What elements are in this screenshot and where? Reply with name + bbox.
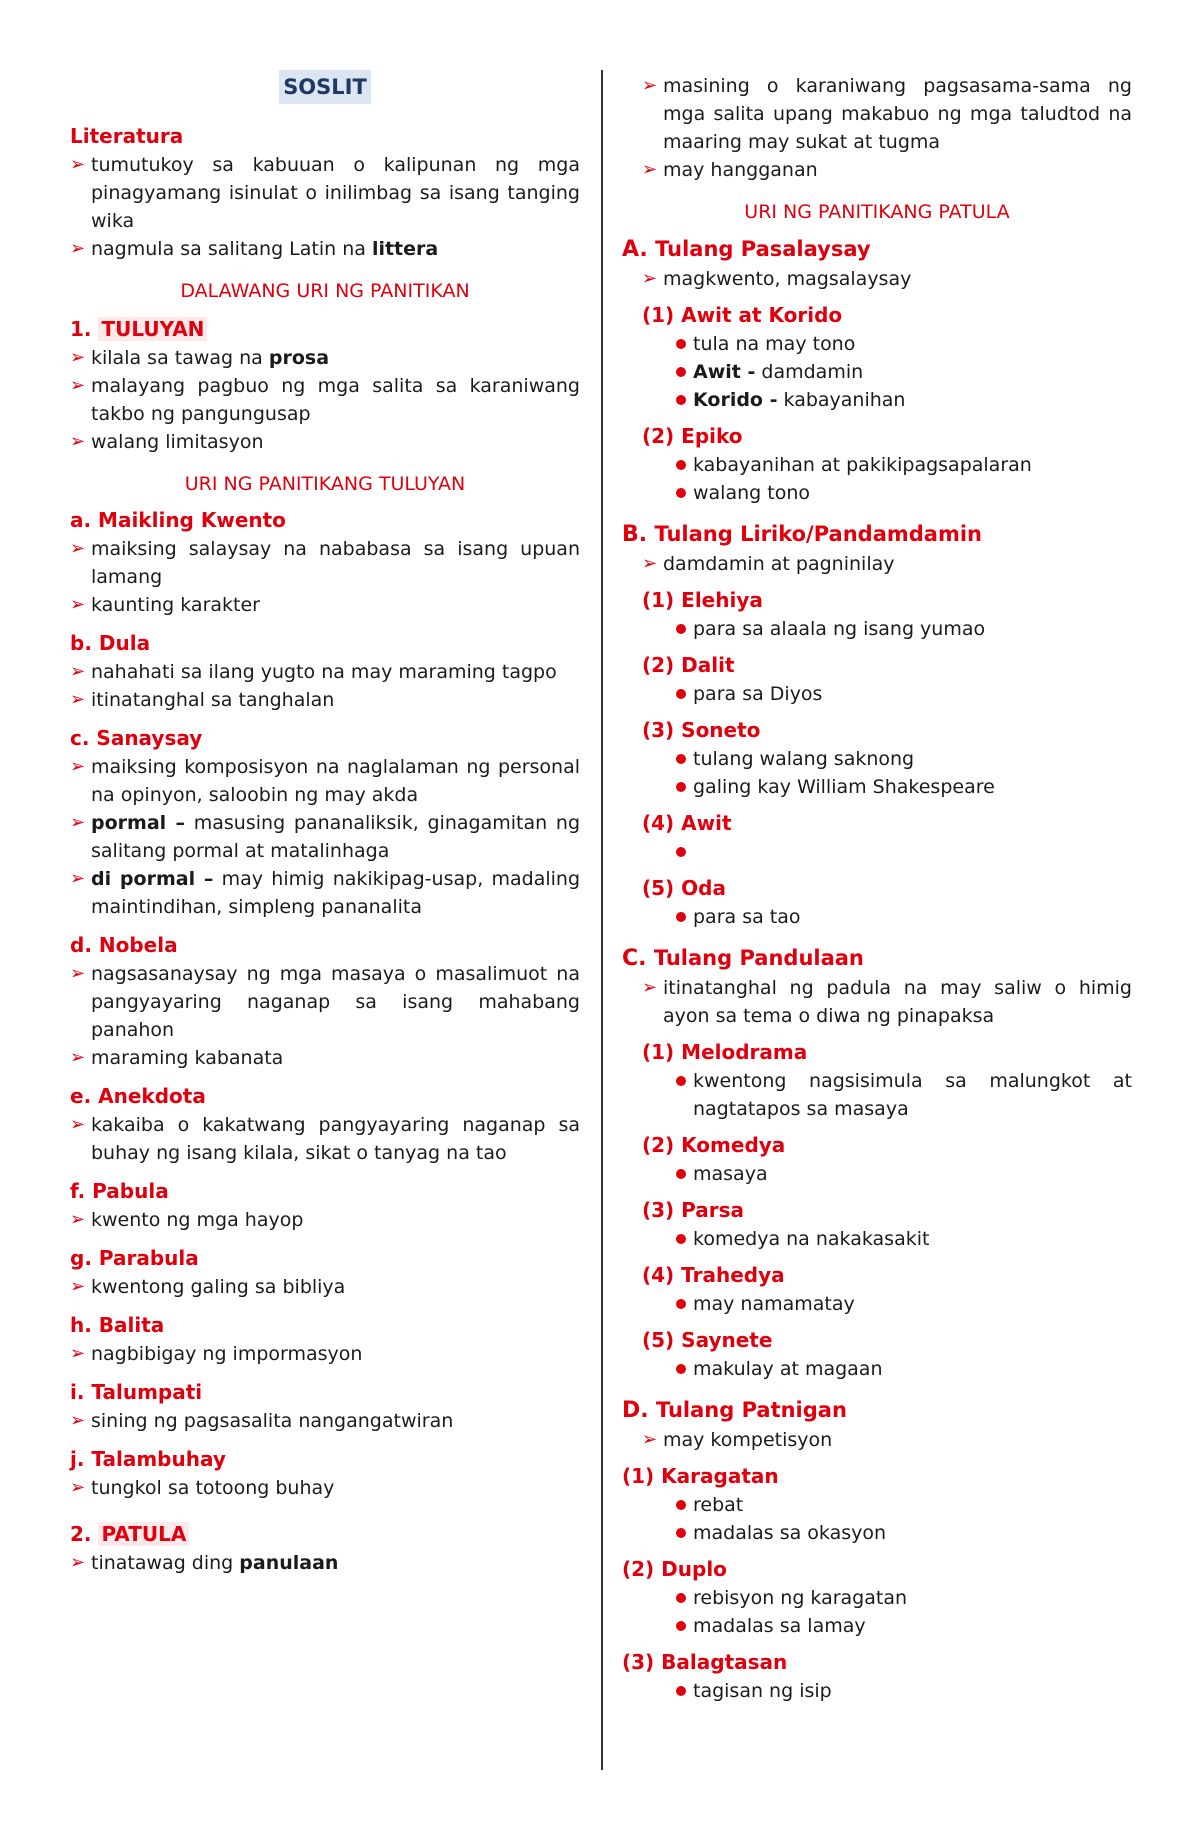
heading-karagatan: (1) Karagatan <box>622 1464 779 1488</box>
heading-parabula: g. Parabula <box>70 1246 199 1270</box>
dula-list <box>70 658 580 714</box>
list-item: ➢ kilala sa tawag na prosa <box>70 344 580 372</box>
nobela-list <box>70 960 580 1072</box>
list-item: galing kay William Shakespeare <box>676 773 1132 801</box>
heading-liriko: B. Tulang Liriko/Pandamdamin <box>622 522 982 547</box>
list-item: ➢ nahahati sa ilang yugto na may maraming tagpo <box>70 658 580 686</box>
right-column <box>622 70 1132 1705</box>
list-item: tulang walang saknong <box>676 745 1132 773</box>
liriko-list <box>622 550 1132 578</box>
heading-nobela: d. Nobela <box>70 933 178 957</box>
tuluyan-list <box>70 344 580 456</box>
heading-patula: 2. PATULA <box>70 1520 580 1549</box>
heading-soneto: (3) Soneto <box>642 718 761 742</box>
heading-dula: b. Dula <box>70 631 151 655</box>
heading-uri-tuluyan: URI NG PANITIKANG TULUYAN <box>184 473 466 495</box>
list-item: ➢ di pormal – may himig nakikipag-usap, madaling maintindihan, simpleng pananalita <box>70 865 580 921</box>
document-title: SOSLIT <box>70 70 580 116</box>
list-item: ➢ malayang pagbuo ng mga salita sa karaniwang takbo ng pangungusap <box>70 372 580 428</box>
list-item: ➢ itinatanghal sa tanghalan <box>70 686 580 714</box>
trahedya-list <box>622 1290 1132 1318</box>
list-item: kabayanihan at pakikipagsapalaran <box>676 451 1132 479</box>
heading-pandulaan: C. Tulang Pandulaan <box>622 946 864 971</box>
heading-tuluyan: 1. TULUYAN <box>70 315 580 344</box>
list-item: ➢ kwento ng mga hayop <box>70 1206 580 1234</box>
soneto-list <box>622 745 1132 801</box>
list-item: tula na may tono <box>676 330 1132 358</box>
heading-anekdota: e. Anekdota <box>70 1084 206 1108</box>
list-item: ➢ maiksing komposisyon na naglalaman ng personal na opinyon, saloobin ng may akda <box>70 753 580 809</box>
list-item: ➢ sining ng pagsasalita nangangatwiran <box>70 1407 580 1435</box>
list-item: may namamatay <box>676 1290 1132 1318</box>
list-item: ➢ nagsasanaysay ng mga masaya o masalimuot na pangyayaring naganap sa isang mahabang panahon <box>70 960 580 1044</box>
heading-balita: h. Balita <box>70 1313 165 1337</box>
heading-awit-korido: (1) Awit at Korido <box>642 303 843 327</box>
list-item: para sa tao <box>676 903 1132 931</box>
heading-awit: (4) Awit <box>642 811 732 835</box>
list-item: kwentong nagsisimula sa malungkot at nagtatapos sa masaya <box>676 1067 1132 1123</box>
list-item: ➢ kaunting karakter <box>70 591 580 619</box>
patula-continued-list <box>622 72 1132 184</box>
awit-list <box>622 838 1132 866</box>
list-item: Awit - damdamin <box>676 358 1132 386</box>
list-item: ➢ maraming kabanata <box>70 1044 580 1072</box>
elehiya-list <box>622 615 1132 643</box>
heading-elehiya: (1) Elehiya <box>642 588 763 612</box>
parabula-list <box>70 1273 580 1301</box>
heading-literatura: Literatura <box>70 124 184 148</box>
literatura-list <box>70 151 580 263</box>
list-item: komedya na nakakasakit <box>676 1225 1132 1253</box>
list-item: ➢ pormal – masusing pananaliksik, ginagamitan ng salitang pormal at matalinhaga <box>70 809 580 865</box>
heading-maikling-kwento: a. Maikling Kwento <box>70 508 286 532</box>
list-item: ➢ may hangganan <box>642 156 1132 184</box>
list-item: rebisyon ng karagatan <box>676 1584 1132 1612</box>
heading-pasalaysay: A. Tulang Pasalaysay <box>622 237 871 262</box>
balita-list <box>70 1340 580 1368</box>
list-item: ➢ maiksing salaysay na nababasa sa isang upuan lamang <box>70 535 580 591</box>
list-item: ➢ kwentong galing sa bibliya <box>70 1273 580 1301</box>
list-item: walang tono <box>676 479 1132 507</box>
pandulaan-list <box>622 974 1132 1030</box>
heading-patnigan: D. Tulang Patnigan <box>622 1398 847 1423</box>
duplo-list <box>622 1584 1132 1640</box>
list-item: ➢ nagmula sa salitang Latin na littera <box>70 235 580 263</box>
list-item: Korido - kabayanihan <box>676 386 1132 414</box>
list-item: tagisan ng isip <box>676 1677 1132 1705</box>
list-item: ➢ itinatanghal ng padula na may saliw o himig ayon sa tema o diwa ng pinapaksa <box>642 974 1132 1030</box>
karagatan-list <box>622 1491 1132 1547</box>
heading-balagtasan: (3) Balagtasan <box>622 1650 788 1674</box>
maikling-kwento-list <box>70 535 580 619</box>
awit-korido-list <box>622 330 1132 414</box>
parsa-list <box>622 1225 1132 1253</box>
heading-duplo: (2) Duplo <box>622 1557 727 1581</box>
heading-melodrama: (1) Melodrama <box>642 1040 808 1064</box>
list-item: madalas sa okasyon <box>676 1519 1132 1547</box>
heading-oda: (5) Oda <box>642 876 726 900</box>
balagtasan-list <box>622 1677 1132 1705</box>
heading-uri-patula: URI NG PANITIKANG PATULA <box>744 201 1010 223</box>
komedya-list <box>622 1160 1132 1188</box>
heading-dalit: (2) Dalit <box>642 653 735 677</box>
list-item: rebat <box>676 1491 1132 1519</box>
list-item: makulay at magaan <box>676 1355 1132 1383</box>
talumpati-list <box>70 1407 580 1435</box>
pabula-list <box>70 1206 580 1234</box>
list-item: ➢ kakaiba o kakatwang pangyayaring naganap sa buhay ng isang kilala, sikat o tanyag na tao <box>70 1111 580 1167</box>
list-item: para sa Diyos <box>676 680 1132 708</box>
heading-saynete: (5) Saynete <box>642 1328 773 1352</box>
melodrama-list <box>622 1067 1132 1123</box>
list-item: masaya <box>676 1160 1132 1188</box>
anekdota-list <box>70 1111 580 1167</box>
heading-parsa: (3) Parsa <box>642 1198 745 1222</box>
heading-dalawang-uri: DALAWANG URI NG PANITIKAN <box>180 280 470 302</box>
list-item: ➢ may kompetisyon <box>642 1426 1132 1454</box>
heading-sanaysay: c. Sanaysay <box>70 726 203 750</box>
heading-talumpati: i. Talumpati <box>70 1380 203 1404</box>
heading-epiko: (2) Epiko <box>642 424 743 448</box>
list-item: ➢ nagbibigay ng impormasyon <box>70 1340 580 1368</box>
list-item: madalas sa lamay <box>676 1612 1132 1640</box>
list-item: ➢ tumutukoy sa kabuuan o kalipunan ng mga pinagyamang isinulat o inilimbag sa isang tanging wika <box>70 151 580 235</box>
saynete-list <box>622 1355 1132 1383</box>
column-divider <box>601 70 603 1770</box>
epiko-list <box>622 451 1132 507</box>
talambuhay-list <box>70 1474 580 1502</box>
list-item: ➢ tungkol sa totoong buhay <box>70 1474 580 1502</box>
list-item <box>676 838 1132 866</box>
list-item: para sa alaala ng isang yumao <box>676 615 1132 643</box>
dalit-list <box>622 680 1132 708</box>
heading-pabula: f. Pabula <box>70 1179 169 1203</box>
patula-list <box>70 1549 580 1577</box>
list-item: ➢ damdamin at pagninilay <box>642 550 1132 578</box>
pasalaysay-list <box>622 265 1132 293</box>
heading-trahedya: (4) Trahedya <box>642 1263 785 1287</box>
list-item: ➢ walang limitasyon <box>70 428 580 456</box>
list-item: ➢ masining o karaniwang pagsasama-sama ng mga salita upang makabuo ng mga taludtod na maaring may sukat at tugma <box>642 72 1132 156</box>
patnigan-list <box>622 1426 1132 1454</box>
list-item: ➢ tinatawag ding panulaan <box>70 1549 580 1577</box>
sanaysay-list <box>70 753 580 921</box>
heading-talambuhay: j. Talambuhay <box>70 1447 226 1471</box>
heading-komedya: (2) Komedya <box>642 1133 786 1157</box>
oda-list <box>622 903 1132 931</box>
list-item: ➢ magkwento, magsalaysay <box>642 265 1132 293</box>
left-column <box>70 70 580 1577</box>
